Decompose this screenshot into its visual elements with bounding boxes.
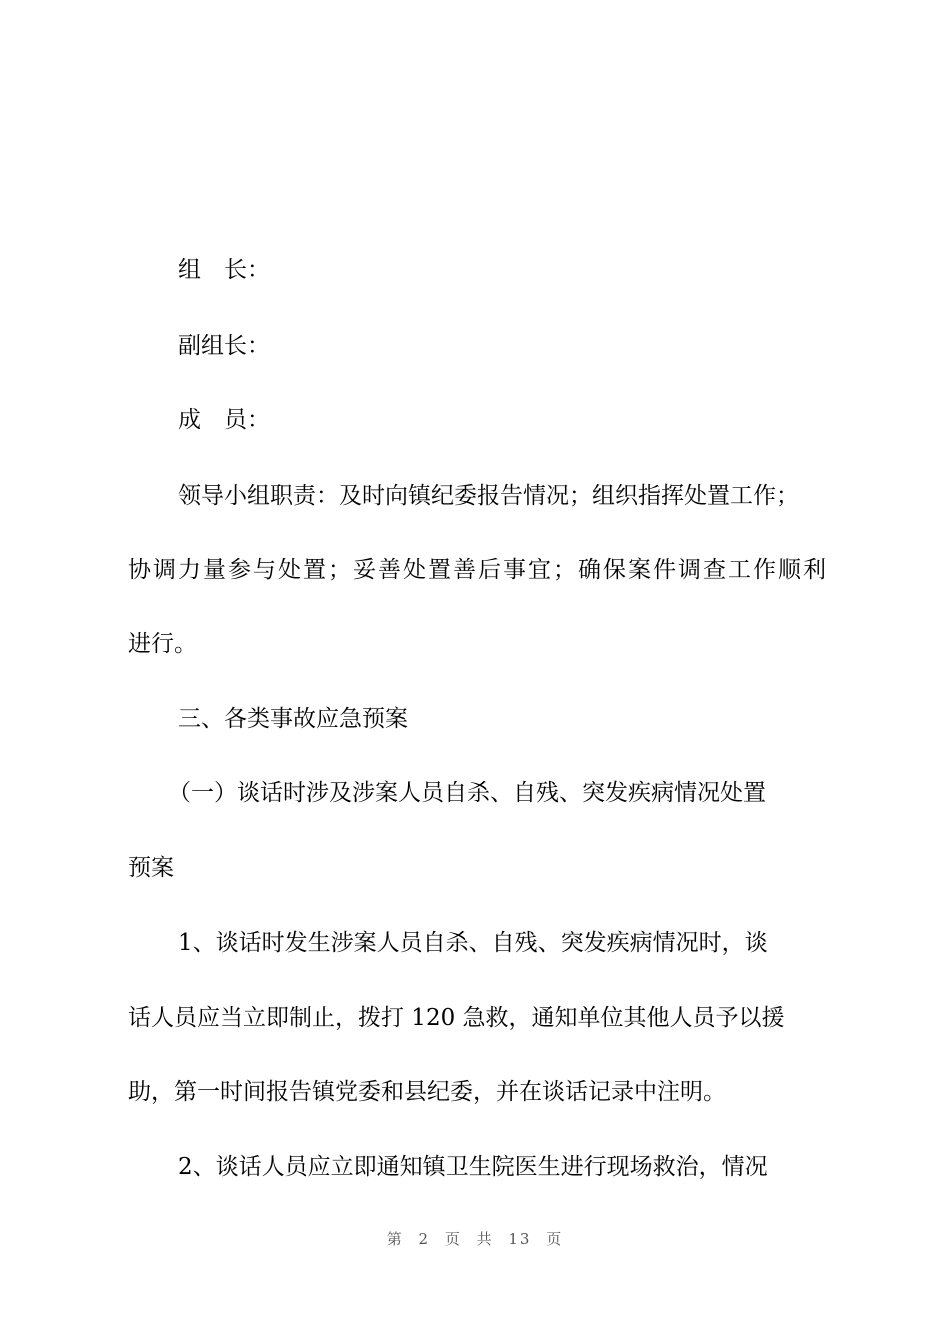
item1-line-1: 1、谈话时发生涉案人员自杀、自残、突发疾病情况时，谈 [178,930,768,956]
duties-line-3: 进行。 [128,631,197,657]
item1-line-3: 助，第一时间报告镇党委和县纪委，并在谈话记录中注明。 [128,1079,726,1105]
subsection-heading-line-2: 预案 [128,855,174,881]
duties-line-2: 协调力量参与处置；妥善处置善后事宜；确保案件调查工作顺利 [128,557,828,583]
duties-line-1: 领导小组职责：及时向镇纪委报告情况；组织指挥处置工作； [178,483,799,509]
item1-line-2: 话人员应当立即制止，拨打 120 急救，通知单位其他人员予以援 [128,1005,785,1031]
section-heading: 三、各类事故应急预案 [178,706,408,732]
item2-line-1: 2、谈话人员应立即通知镇卫生院医生进行现场救治，情况 [178,1154,768,1180]
page-number-footer: 第 2 页 共 13 页 [386,1230,564,1248]
roster-leader: 组 长： [178,257,270,283]
roster-members: 成 员： [178,407,270,433]
subsection-heading-line-1: （一）谈话时涉及涉案人员自杀、自残、突发疾病情况处置 [168,780,766,806]
roster-deputy: 副组长： [178,333,270,359]
